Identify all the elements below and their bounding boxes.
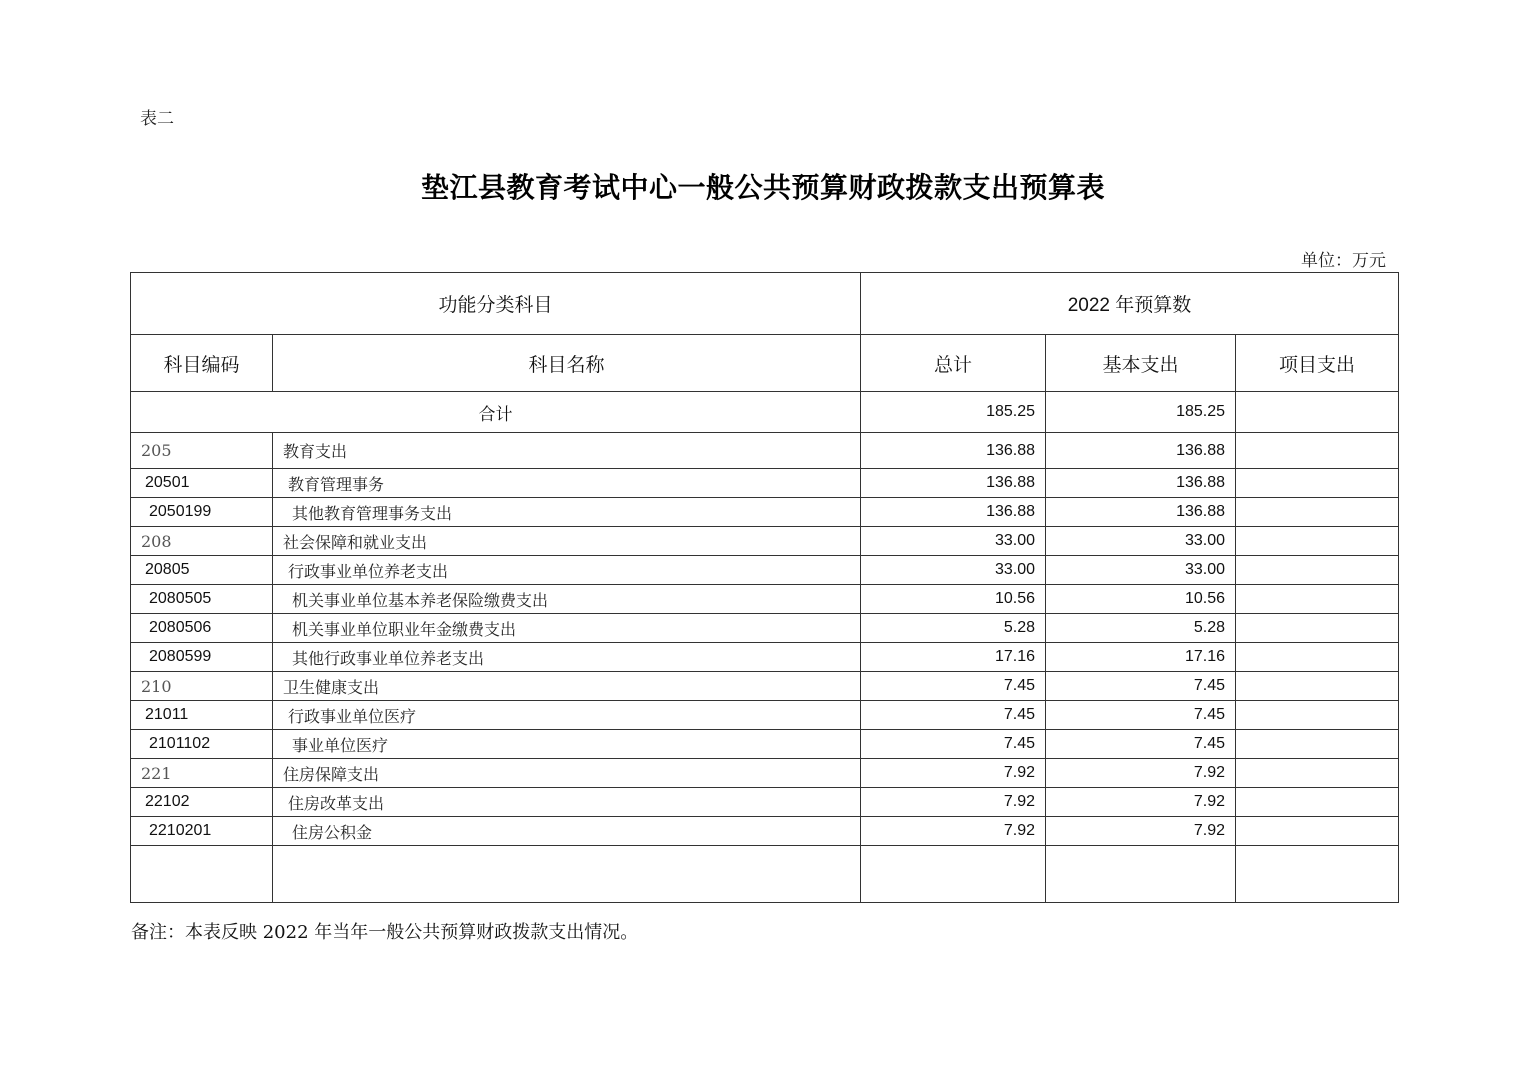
document-title: 垫江县教育考试中心一般公共预算财政拨款支出预算表	[420, 171, 1105, 204]
row-total: 33.00	[861, 527, 1046, 556]
row-project	[1236, 759, 1399, 788]
row-total: 7.92	[861, 788, 1046, 817]
table-row	[131, 730, 1399, 759]
row-total: 5.28	[861, 614, 1046, 643]
header-total: 总计	[861, 335, 1046, 392]
header-budget-group: 2022 年预算数	[861, 273, 1399, 335]
row-code: 22102	[131, 788, 273, 817]
row-basic: 17.16	[1046, 643, 1236, 672]
table-row	[131, 643, 1399, 672]
table-row	[131, 788, 1399, 817]
row-code: 2080599	[131, 643, 273, 672]
table-row	[131, 469, 1399, 498]
header-basic: 基本支出	[1046, 335, 1236, 392]
total-basic: 185.25	[1046, 392, 1236, 433]
row-name: 社会保障和就业支出	[273, 527, 861, 556]
row-basic: 7.45	[1046, 701, 1236, 730]
row-name: 机关事业单位基本养老保险缴费支出	[273, 585, 861, 614]
row-basic: 7.45	[1046, 672, 1236, 701]
row-project	[1236, 585, 1399, 614]
row-code: 20501	[131, 469, 273, 498]
header-row-groups	[131, 273, 1399, 335]
row-code: 205	[131, 433, 273, 469]
budget-table	[130, 272, 1399, 903]
row-name: 卫生健康支出	[273, 672, 861, 701]
row-total: 136.88	[861, 498, 1046, 527]
row-project	[1236, 672, 1399, 701]
table-label: 表二	[140, 109, 174, 129]
row-basic: 10.56	[1046, 585, 1236, 614]
row-basic: 7.92	[1046, 817, 1236, 846]
row-name: 行政事业单位养老支出	[273, 556, 861, 585]
total-label: 合计	[131, 392, 861, 433]
row-name: 住房保障支出	[273, 759, 861, 788]
row-code: 21011	[131, 701, 273, 730]
row-code: 221	[131, 759, 273, 788]
row-project	[1236, 817, 1399, 846]
row-code: 2210201	[131, 817, 273, 846]
row-project	[1236, 788, 1399, 817]
empty-cell	[1236, 846, 1399, 903]
row-total: 33.00	[861, 556, 1046, 585]
row-project	[1236, 527, 1399, 556]
row-basic: 7.45	[1046, 730, 1236, 759]
row-name: 事业单位医疗	[273, 730, 861, 759]
row-code: 2101102	[131, 730, 273, 759]
table-row	[131, 556, 1399, 585]
row-total: 17.16	[861, 643, 1046, 672]
header-project: 项目支出	[1236, 335, 1399, 392]
unit-note: 单位：万元	[1301, 251, 1386, 271]
row-name: 教育支出	[273, 433, 861, 469]
row-code: 2080506	[131, 614, 273, 643]
empty-row	[131, 846, 1399, 903]
row-name: 教育管理事务	[273, 469, 861, 498]
row-basic: 7.92	[1046, 788, 1236, 817]
table-row	[131, 817, 1399, 846]
table-row	[131, 498, 1399, 527]
footnote: 备注：本表反映 2022 年当年一般公共预算财政拨款支出情况。	[131, 922, 639, 943]
row-basic: 33.00	[1046, 527, 1236, 556]
row-code: 208	[131, 527, 273, 556]
total-row	[131, 392, 1399, 433]
row-code: 210	[131, 672, 273, 701]
row-name: 行政事业单位医疗	[273, 701, 861, 730]
row-total: 7.45	[861, 701, 1046, 730]
empty-cell	[273, 846, 861, 903]
empty-cell	[861, 846, 1046, 903]
table-row	[131, 701, 1399, 730]
row-name: 其他行政事业单位养老支出	[273, 643, 861, 672]
header-row-columns	[131, 335, 1399, 392]
row-project	[1236, 701, 1399, 730]
row-project	[1236, 498, 1399, 527]
header-code: 科目编码	[131, 335, 273, 392]
row-code: 20805	[131, 556, 273, 585]
row-code: 2050199	[131, 498, 273, 527]
row-total: 10.56	[861, 585, 1046, 614]
row-name: 住房公积金	[273, 817, 861, 846]
row-basic: 136.88	[1046, 433, 1236, 469]
row-project	[1236, 614, 1399, 643]
table-row	[131, 614, 1399, 643]
table-row	[131, 585, 1399, 614]
row-basic: 5.28	[1046, 614, 1236, 643]
row-project	[1236, 730, 1399, 759]
row-total: 7.45	[861, 672, 1046, 701]
table-row	[131, 433, 1399, 469]
empty-cell	[1046, 846, 1236, 903]
header-name: 科目名称	[273, 335, 861, 392]
row-project	[1236, 469, 1399, 498]
row-name: 机关事业单位职业年金缴费支出	[273, 614, 861, 643]
row-total: 7.92	[861, 817, 1046, 846]
total-amount: 185.25	[861, 392, 1046, 433]
row-name: 住房改革支出	[273, 788, 861, 817]
header-category-group: 功能分类科目	[131, 273, 861, 335]
row-total: 136.88	[861, 469, 1046, 498]
row-total: 136.88	[861, 433, 1046, 469]
row-project	[1236, 433, 1399, 469]
row-name: 其他教育管理事务支出	[273, 498, 861, 527]
table-row	[131, 759, 1399, 788]
row-basic: 136.88	[1046, 498, 1236, 527]
row-total: 7.45	[861, 730, 1046, 759]
row-basic: 7.92	[1046, 759, 1236, 788]
table-row	[131, 527, 1399, 556]
empty-cell	[131, 846, 273, 903]
row-basic: 33.00	[1046, 556, 1236, 585]
row-project	[1236, 556, 1399, 585]
row-basic: 136.88	[1046, 469, 1236, 498]
row-code: 2080505	[131, 585, 273, 614]
row-total: 7.92	[861, 759, 1046, 788]
table-row	[131, 672, 1399, 701]
total-project	[1236, 392, 1399, 433]
row-project	[1236, 643, 1399, 672]
